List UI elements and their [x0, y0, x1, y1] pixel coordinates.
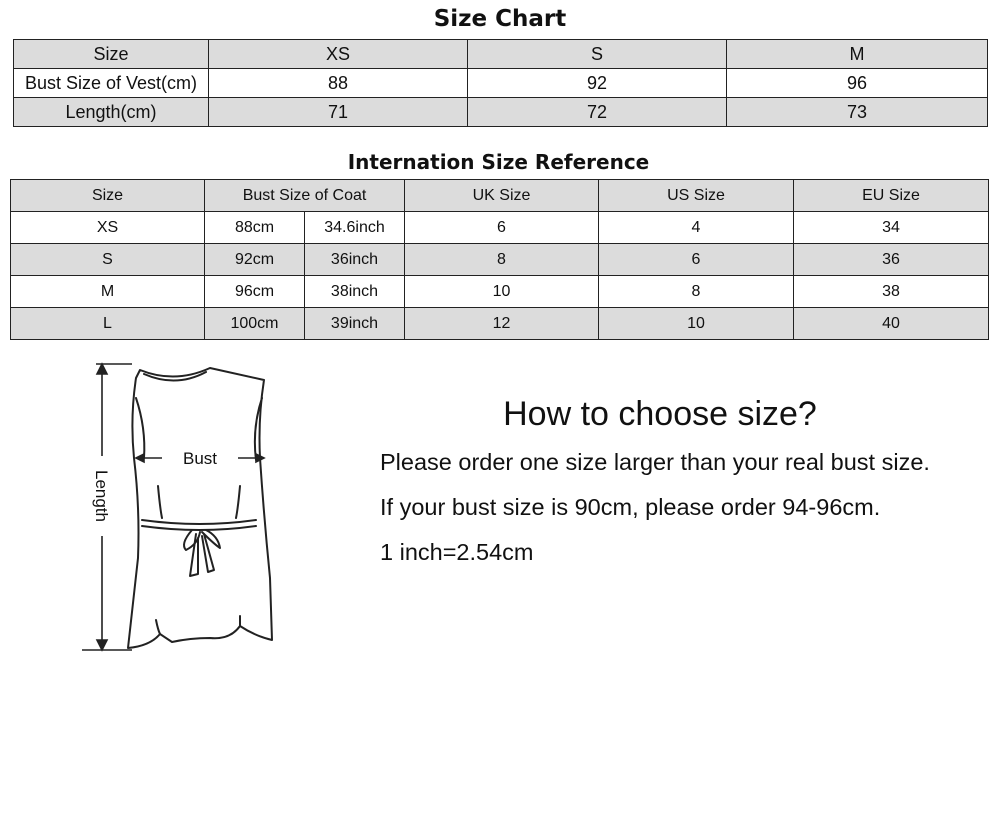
guide-line-3: 1 inch=2.54cm — [380, 539, 534, 565]
table-row — [11, 244, 989, 276]
size-chart-title: Size Chart — [433, 6, 567, 32]
table-cell: 72 — [468, 98, 727, 127]
table-cell: 96cm — [205, 276, 305, 308]
table-cell: Bust Size of Vest(cm) — [14, 69, 209, 98]
table-cell: 10 — [599, 308, 794, 340]
guide-line-1: Please order one size larger than your real bust size. — [380, 449, 930, 475]
table-cell: 34.6inch — [305, 212, 405, 244]
table-cell: 38inch — [305, 276, 405, 308]
header-cell: US Size — [599, 180, 794, 212]
vest-outline-icon — [128, 368, 272, 648]
table-cell: 4 — [599, 212, 794, 244]
table-row — [11, 212, 989, 244]
header-cell: XS — [209, 40, 468, 69]
table-cell: S — [11, 244, 205, 276]
length-label: Length — [92, 470, 111, 522]
guide-title: How to choose size? — [503, 395, 817, 433]
table-cell: Length(cm) — [14, 98, 209, 127]
header-cell: Size — [11, 180, 205, 212]
table-cell: 96 — [727, 69, 988, 98]
bust-label: Bust — [182, 449, 218, 468]
table-cell: 92 — [468, 69, 727, 98]
table-cell: 8 — [405, 244, 599, 276]
header-cell: EU Size — [794, 180, 989, 212]
table-row — [11, 308, 989, 340]
table-row — [14, 98, 988, 127]
header-cell: M — [727, 40, 988, 69]
table-cell: XS — [11, 212, 205, 244]
reference-title: Internation Size Reference — [347, 150, 650, 174]
vest-diagram — [80, 358, 280, 658]
table-cell: 100cm — [205, 308, 305, 340]
table-row — [11, 276, 989, 308]
table-cell: M — [11, 276, 205, 308]
table-cell: 88 — [209, 69, 468, 98]
table-cell: 38 — [794, 276, 989, 308]
table-cell: 10 — [405, 276, 599, 308]
table-header-row — [14, 40, 988, 69]
table-cell: 36inch — [305, 244, 405, 276]
table-cell: 6 — [405, 212, 599, 244]
table-cell: 40 — [794, 308, 989, 340]
table-cell: 34 — [794, 212, 989, 244]
table-cell: 73 — [727, 98, 988, 127]
table-cell: 39inch — [305, 308, 405, 340]
table-header-row — [11, 180, 989, 212]
size-chart-table — [13, 39, 988, 127]
table-cell: 6 — [599, 244, 794, 276]
table-row — [14, 69, 988, 98]
header-cell: Size — [14, 40, 209, 69]
header-cell: UK Size — [405, 180, 599, 212]
table-cell: 71 — [209, 98, 468, 127]
guide-line-2: If your bust size is 90cm, please order 94-96cm. — [380, 494, 881, 520]
size-reference-table — [10, 179, 989, 340]
table-cell: 88cm — [205, 212, 305, 244]
header-cell: S — [468, 40, 727, 69]
table-cell: L — [11, 308, 205, 340]
table-cell: 36 — [794, 244, 989, 276]
table-cell: 92cm — [205, 244, 305, 276]
table-cell: 12 — [405, 308, 599, 340]
header-cell: Bust Size of Coat — [205, 180, 405, 212]
table-cell: 8 — [599, 276, 794, 308]
